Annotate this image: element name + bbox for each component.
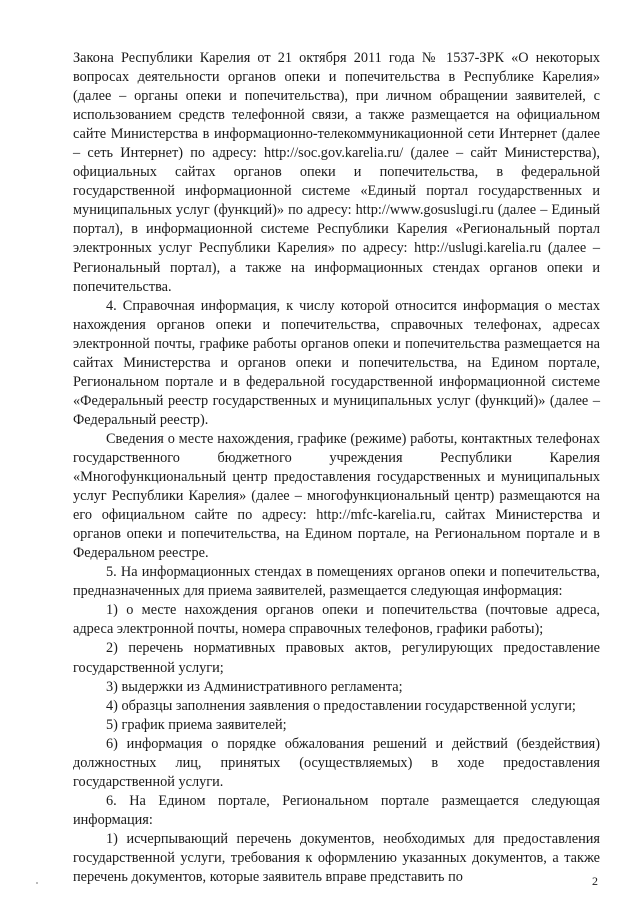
list-item-5-6: 6) информация о порядке обжалования решений и действий (бездействия) должностных лиц, принятых (осуществляемых) в ходе предоставления государственной услуги. [73, 735, 600, 790]
paragraph-continuation: Закона Республики Карелия от 21 октября 2011 года № 1537-ЗРК «О некоторых вопросах деятельности органов опеки и попечительства в Республике Карелия» (далее – органы опеки и попечительства), при личном обращении заявителей, с использованием средств телефонной связи, а также размещается на официальном сайте Министерства в информационно-телекоммуникационной сети Интернет (далее – сеть Интернет) по адресу: http://soc.gov.karelia.ru/ (далее – сайт Министерства), официальных сайтах органов опеки и попечительства, в федеральной государственной информационной системе «Единый портал государственных и муниципальных услуг (функций)» по адресу: http://www.gosuslugi.ru (далее – Единый портал), в информационной системе Республики Карелия «Региональный портал электронных услуг Республики Карелия» по адресу: http://uslugi.karelia.ru (далее – Региональный портал), а также на информационных стендах органов опеки и попечительства. [73, 50, 600, 295]
list-item-5-4: 4) образцы заполнения заявления о предоставлении государственной услуги; [106, 697, 576, 714]
paragraph-mfc-info: Сведения о месте нахождения, графике (режиме) работы, контактных телефонах государственного бюджетного учреждения Республики Карелия «Многофункциональный центр предоставления государственных и муниципальных услуг Республики Карелия» (далее – многофункциональный центр) размещаются на его официальном сайте по адресу: http://mfc-karelia.ru, сайтах Министерства и органов опеки и попечительства, на Едином портале, на Региональном портале и в Федеральном реестре. [73, 430, 600, 562]
list-item-6-1: 1) исчерпывающий перечень документов, необходимых для предоставления государственной услуги, требования к оформлению указанных документов, а также перечень документов, которые заявитель вправе представить по [73, 830, 600, 886]
paragraph-item-6: 6. На Едином портале, Региональном портале размещается следующая информация: [73, 792, 600, 828]
paragraph-item-4: 4. Справочная информация, к числу которой относится информация о местах нахождения органов опеки и попечительства, справочных телефонах, адресах электронной почты, графике работы органов опеки и попечительства размещается на сайтах Министерства и органов опеки и попечительства, на Едином портале, Региональном портале и в федеральной государственной информационной системе «Федеральный реестр государственных и муниципальных услуг (функций)» (далее – Федеральный реестр). [73, 297, 600, 428]
list-item-5-2: 2) перечень нормативных правовых актов, регулирующих предоставление государственной услуги; [73, 640, 600, 676]
list-item-5-3: 3) выдержки из Административного регламента; [106, 678, 403, 695]
list-item-5-1: 1) о месте нахождения органов опеки и попечительства (почтовые адреса, адреса электронной почты, номера справочных телефонов, графики работы); [73, 602, 600, 638]
page-number: 2 [592, 874, 598, 888]
document-body [73, 49, 600, 887]
paragraph-item-5: 5. На информационных стендах в помещениях органов опеки и попечительства, предназначенных для приема заявителей, размещается следующая информация: [73, 564, 600, 600]
scan-dot [36, 882, 38, 884]
list-item-5-5: 5) график приема заявителей; [106, 716, 287, 733]
